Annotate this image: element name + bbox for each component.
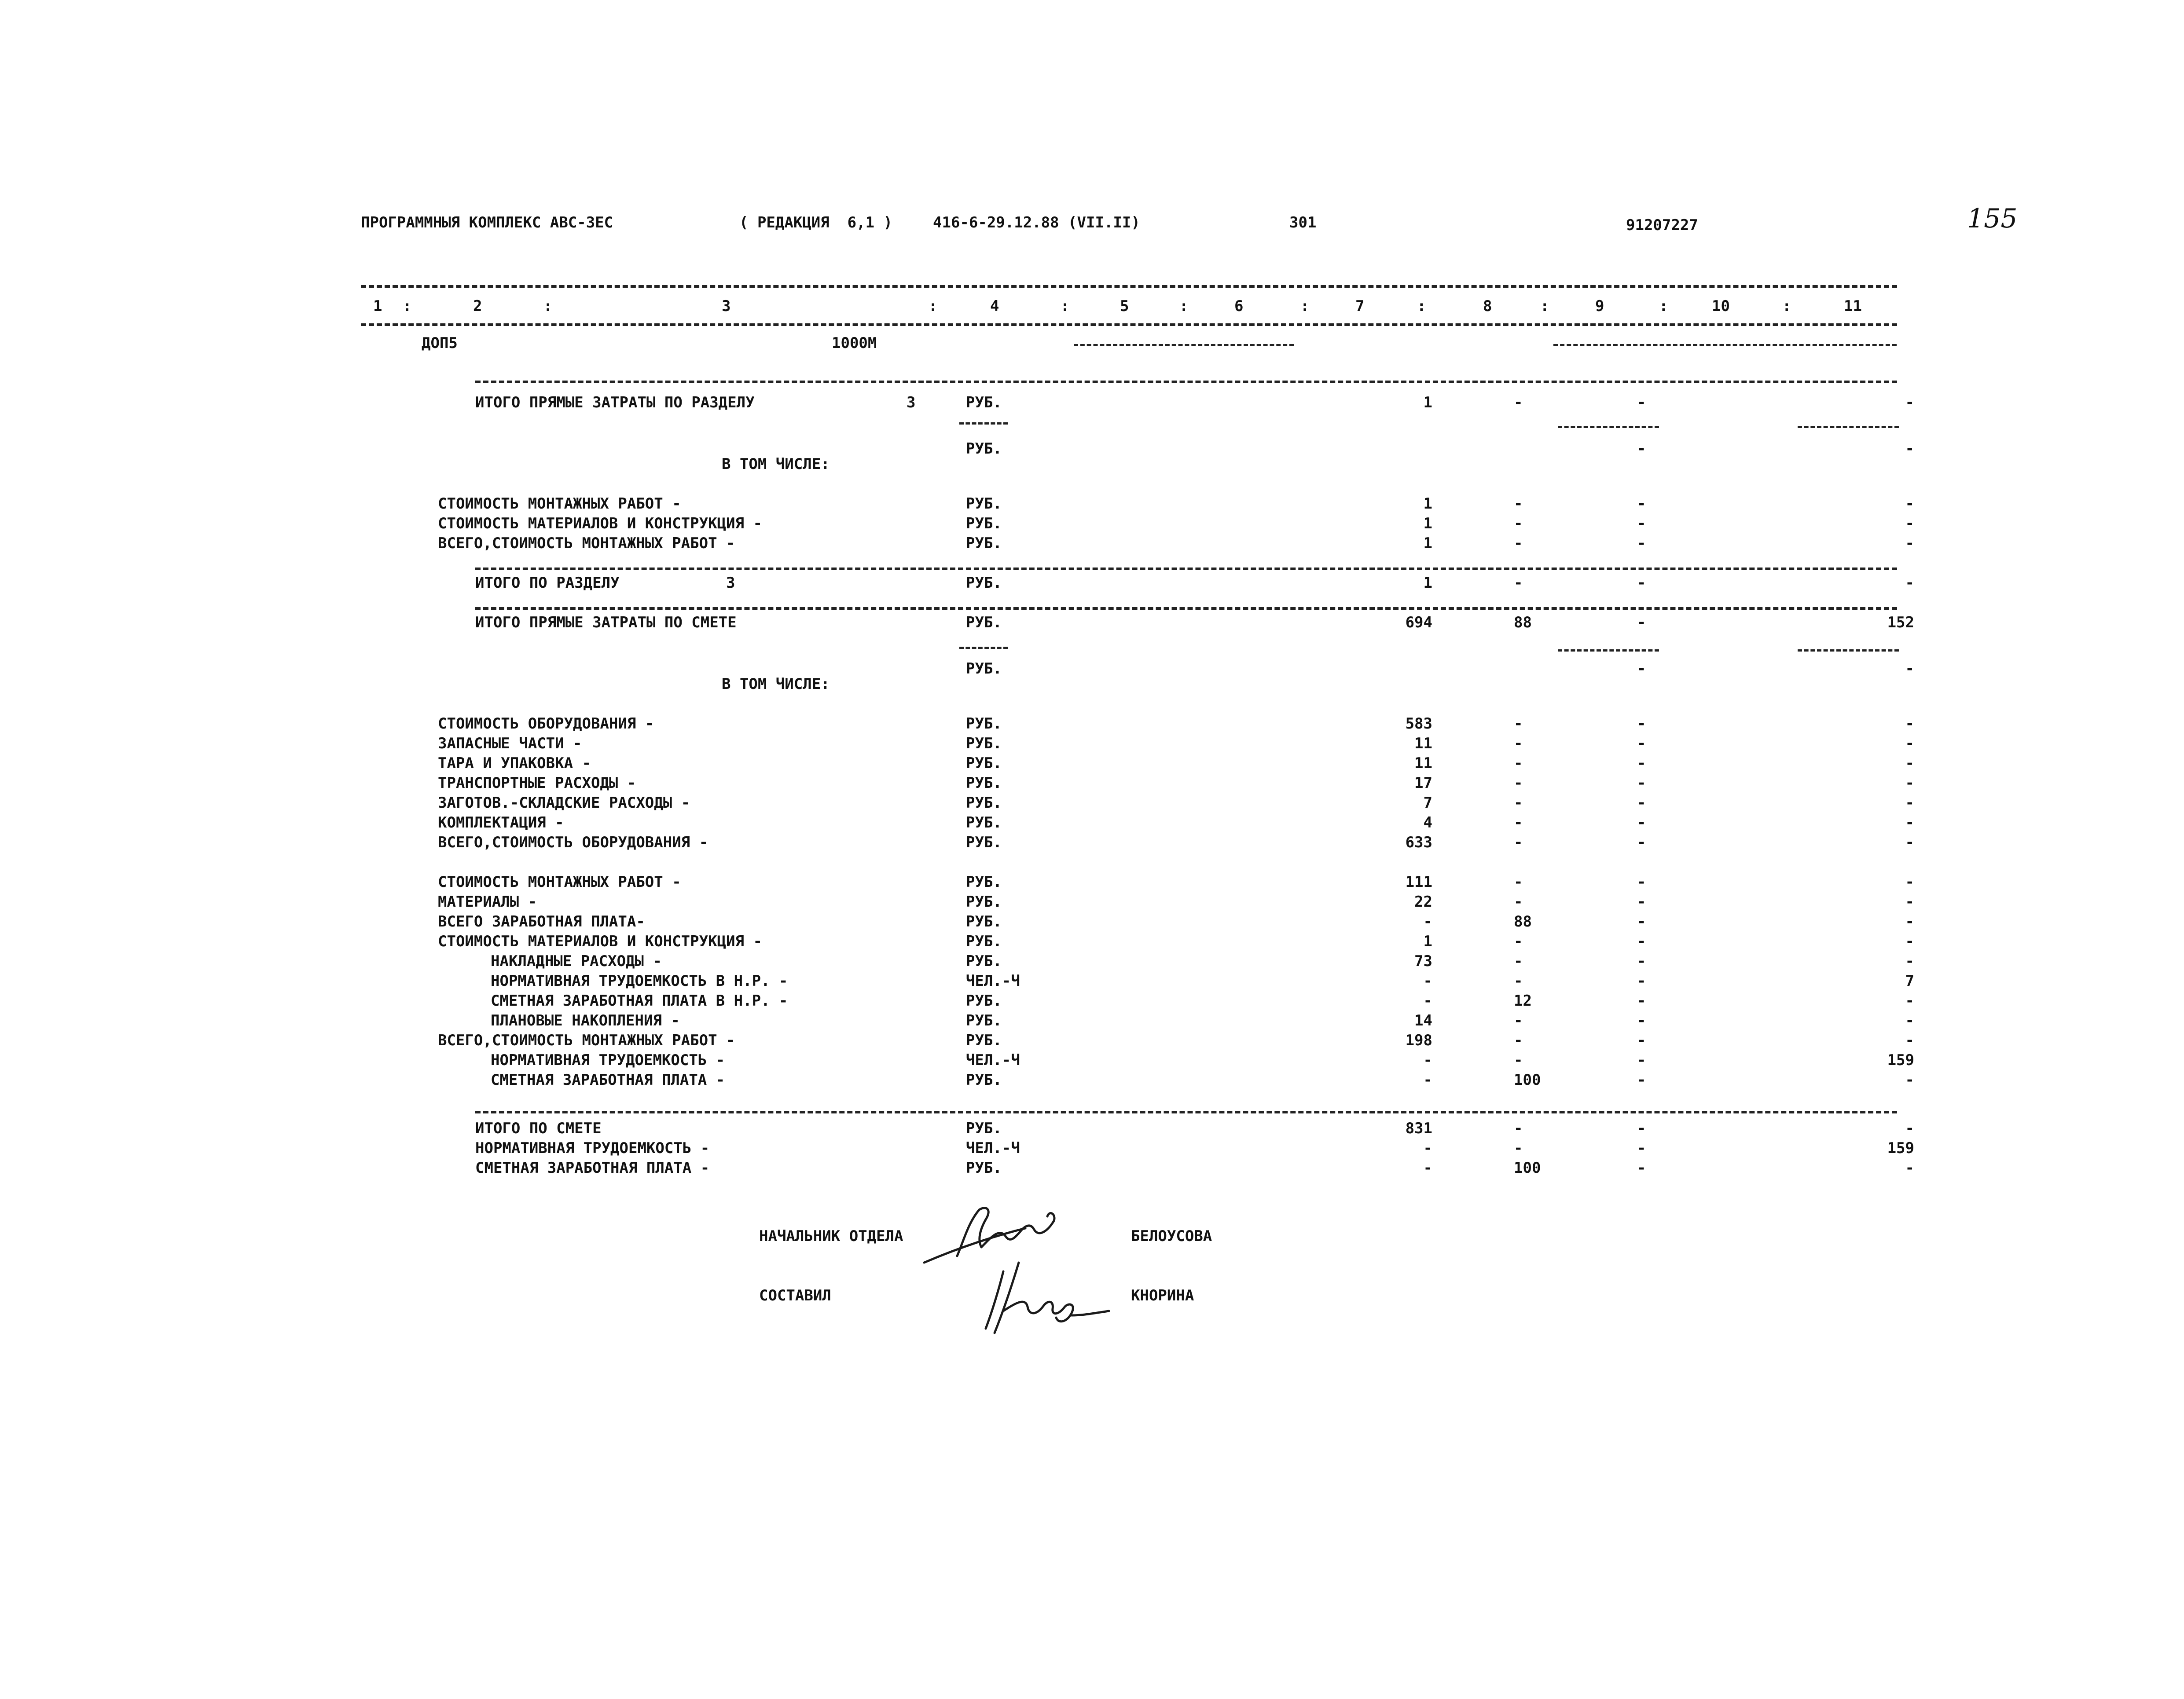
row-col9-value: - [1637, 1032, 1646, 1049]
row-col11-value: 159 [1887, 1051, 1914, 1069]
row-unit: РУБ. [966, 933, 1002, 950]
row-label: ВСЕГО ЗАРАБОТНАЯ ПЛАТА- [438, 913, 645, 930]
dop-label: ДОП5 [422, 334, 458, 352]
column-header-7: 7 [1355, 297, 1365, 315]
row-col11-value: - [1905, 715, 1914, 732]
row-label: СМЕТНАЯ ЗАРАБОТНАЯ ПЛАТА - [475, 1159, 710, 1177]
row-col7-value: 73 [1414, 952, 1432, 970]
column-header-5: 5 [1120, 297, 1129, 315]
column-header-10: 10 [1712, 297, 1730, 315]
row-col11-value: - [1905, 913, 1914, 930]
column-separator: : [1179, 297, 1189, 315]
row-col9-value: - [1637, 735, 1646, 752]
row-col11-value: - [1905, 1071, 1914, 1089]
column-header-2: 2 [473, 297, 482, 315]
row-col9-value: - [1637, 794, 1646, 812]
row-col7-value: - [1423, 1071, 1432, 1089]
author-name: КНОРИНА [1131, 1287, 1194, 1304]
row-col9-value: - [1637, 774, 1646, 792]
row-col8-value: - [1514, 1012, 1523, 1029]
row-col11-value: - [1905, 515, 1914, 532]
row-col7-value: 1 [1423, 394, 1432, 411]
row-col7-value: - [1423, 1159, 1432, 1177]
row-col7-value: 11 [1414, 735, 1432, 752]
row-col9-value: - [1637, 1051, 1646, 1069]
row-label: ВСЕГО,СТОИМОСТЬ МОНТАЖНЫХ РАБОТ - [438, 1032, 735, 1049]
row-col8-value: - [1514, 972, 1523, 990]
row-label: НОРМАТИВНАЯ ТРУДОЕМКОСТЬ - [491, 1051, 725, 1069]
subtotal-dash-c11-1 [1798, 426, 1899, 428]
row-unit: РУБ. [966, 440, 1002, 458]
row-col8-value: - [1514, 715, 1523, 732]
row-col9-value: - [1637, 913, 1646, 930]
row-col8-value: - [1514, 394, 1523, 411]
row-col11-value: - [1905, 794, 1914, 812]
column-separator: : [543, 297, 553, 315]
row-col11-value: 7 [1905, 972, 1914, 990]
row-col8-value: - [1514, 754, 1523, 772]
program-title: ПРОГРАММНЫЯ КОМПЛЕКС АВС-ЗЕС [361, 214, 613, 231]
row-col11-value: - [1905, 495, 1914, 513]
row-unit: РУБ. [966, 774, 1002, 792]
row-col11-value: - [1905, 660, 1914, 677]
row-col7-value: 4 [1423, 814, 1432, 831]
row-col7-value: 1 [1423, 535, 1432, 552]
row-label: ИТОГО ПО РАЗДЕЛУ [475, 574, 620, 592]
row-col9-value: - [1637, 992, 1646, 1010]
row-col9-value: - [1637, 660, 1646, 677]
row-label: СТОИМОСТЬ МАТЕРИАЛОВ И КОНСТРУКЦИЯ - [438, 933, 762, 950]
row-label: ТРАНСПОРТНЫЕ РАСХОДЫ - [438, 774, 636, 792]
row-col7-value: 1 [1423, 933, 1432, 950]
row-col9-value: - [1637, 574, 1646, 592]
author-signature [977, 1254, 1122, 1342]
row-unit: РУБ. [966, 495, 1002, 513]
row-col8-value: - [1514, 535, 1523, 552]
row-unit: РУБ. [966, 834, 1002, 851]
author-title: СОСТАВИЛ [759, 1287, 831, 1304]
row-col11-value: - [1905, 774, 1914, 792]
row-col9-value: - [1637, 515, 1646, 532]
row-col7-value: 1 [1423, 495, 1432, 513]
document-number: 91207227 [1626, 216, 1698, 234]
row-unit: РУБ. [966, 992, 1002, 1010]
column-header-4: 4 [990, 297, 999, 315]
row-col9-value: - [1637, 614, 1646, 631]
column-header-1: 1 [373, 297, 382, 315]
header-rule-top [361, 285, 1897, 288]
row-col8-value: 88 [1514, 614, 1532, 631]
row-col8-value: - [1514, 933, 1523, 950]
row-col11-value: - [1905, 394, 1914, 411]
row-col7-value: 1 [1423, 574, 1432, 592]
row-col7-value: 831 [1405, 1120, 1432, 1137]
row-col9-value: - [1637, 440, 1646, 458]
row-col11-value: 159 [1887, 1139, 1914, 1157]
column-separator: : [1061, 297, 1070, 315]
row-label: ИТОГО ПО СМЕТЕ [475, 1120, 602, 1137]
row-col9-value: - [1637, 873, 1646, 891]
row-col9-value: - [1637, 1012, 1646, 1029]
column-separator: : [1300, 297, 1310, 315]
row-col8-value: - [1514, 1032, 1523, 1049]
row-col8-value: - [1514, 735, 1523, 752]
row-label: ИТОГО ПРЯМЫЕ ЗАТРАТЫ ПО СМЕТЕ [475, 614, 737, 631]
row-col8-value: - [1514, 873, 1523, 891]
row-col7-value: 111 [1405, 873, 1432, 891]
row-col9-value: - [1637, 972, 1646, 990]
section-rule-1 [475, 381, 1897, 383]
row-col7-value: - [1423, 1139, 1432, 1157]
row-section-number: 3 [726, 574, 735, 592]
row-col11-value: - [1905, 1159, 1914, 1177]
row-col11-value: - [1905, 754, 1914, 772]
column-header-11: 11 [1844, 297, 1862, 315]
row-col11-value: - [1905, 440, 1914, 458]
row-col8-value: - [1514, 1139, 1523, 1157]
row-section-number: 3 [907, 394, 916, 411]
row-col11-value: - [1905, 952, 1914, 970]
row-col7-value: - [1423, 1051, 1432, 1069]
row-unit: РУБ. [966, 873, 1002, 891]
row-col9-value: - [1637, 952, 1646, 970]
row-col8-value: - [1514, 1051, 1523, 1069]
column-separator: : [1659, 297, 1668, 315]
row-col7-value: - [1423, 913, 1432, 930]
row-col7-value: 7 [1423, 794, 1432, 812]
row-col8-value: - [1514, 495, 1523, 513]
row-col8-value: - [1514, 814, 1523, 831]
row-label: В ТОМ ЧИСЛЕ: [722, 675, 830, 693]
row-unit: РУБ. [966, 794, 1002, 812]
subtotal-dash-c9-2 [1558, 649, 1659, 652]
column-separator: : [1417, 297, 1426, 315]
row-col8-value: 88 [1514, 913, 1532, 930]
row-label: СТОИМОСТЬ МАТЕРИАЛОВ И КОНСТРУКЦИЯ - [438, 515, 762, 532]
row-unit: РУБ. [966, 1120, 1002, 1137]
row-col8-value: - [1514, 774, 1523, 792]
row-label: В ТОМ ЧИСЛЕ: [722, 455, 830, 473]
row-unit: РУБ. [966, 394, 1002, 411]
row-label: СТОИМОСТЬ ОБОРУДОВАНИЯ - [438, 715, 654, 732]
column-separator: : [1540, 297, 1549, 315]
row-unit: РУБ. [966, 814, 1002, 831]
row-label: МАТЕРИАЛЫ - [438, 893, 537, 911]
row-unit: РУБ. [966, 660, 1002, 677]
page-number: 155 [1967, 203, 2018, 234]
head-title: НАЧАЛЬНИК ОТДЕЛА [759, 1227, 903, 1245]
row-col9-value: - [1637, 814, 1646, 831]
row-col11-value: 152 [1887, 614, 1914, 631]
row-col11-value: - [1905, 834, 1914, 851]
row-unit: РУБ. [966, 535, 1002, 552]
row-col9-value: - [1637, 535, 1646, 552]
edition-date: 416-6-29.12.88 (VII.II) [933, 214, 1140, 231]
row-label: ПЛАНОВЫЕ НАКОПЛЕНИЯ - [491, 1012, 680, 1029]
row-unit: РУБ. [966, 754, 1002, 772]
section-rule-2 [475, 568, 1897, 570]
edition-label: ( РЕДАКЦИЯ 6,1 ) [739, 214, 892, 231]
row-label: СМЕТНАЯ ЗАРАБОТНАЯ ПЛАТА В Н.Р. - [491, 992, 788, 1010]
row-label: КОМПЛЕКТАЦИЯ - [438, 814, 564, 831]
row-col7-value: 1 [1423, 515, 1432, 532]
header-rule-bottom [361, 323, 1897, 326]
section-rule-4 [475, 1111, 1897, 1113]
row-col7-value: 17 [1414, 774, 1432, 792]
row-label: ЗАПАСНЫЕ ЧАСТИ - [438, 735, 582, 752]
row-col9-value: - [1637, 933, 1646, 950]
row-label: НОРМАТИВНАЯ ТРУДОЕМКОСТЬ В Н.Р. - [491, 972, 788, 990]
row-unit: РУБ. [966, 735, 1002, 752]
row-col7-value: 198 [1405, 1032, 1432, 1049]
row-unit: РУБ. [966, 1012, 1002, 1029]
row-col7-value: 694 [1405, 614, 1432, 631]
column-header-8: 8 [1483, 297, 1492, 315]
row-col9-value: - [1637, 715, 1646, 732]
row-unit: РУБ. [966, 715, 1002, 732]
column-header-3: 3 [722, 297, 731, 315]
row-unit: ЧЕЛ.-Ч [966, 1139, 1020, 1157]
row-col8-value: 100 [1514, 1159, 1541, 1177]
row-label: НАКЛАДНЫЕ РАСХОДЫ - [491, 952, 662, 970]
row-unit: РУБ. [966, 1032, 1002, 1049]
row-label: ИТОГО ПРЯМЫЕ ЗАТРАТЫ ПО РАЗДЕЛУ [475, 394, 755, 411]
row-col8-value: 12 [1514, 992, 1532, 1010]
row-unit: РУБ. [966, 913, 1002, 930]
subtotal-dash-c11-2 [1798, 649, 1899, 652]
row-col7-value: 22 [1414, 893, 1432, 911]
row-label: НОРМАТИВНАЯ ТРУДОЕМКОСТЬ - [475, 1139, 710, 1157]
row-unit: РУБ. [966, 515, 1002, 532]
row-col11-value: - [1905, 933, 1914, 950]
section-rule-3 [475, 607, 1897, 610]
row-col8-value: - [1514, 574, 1523, 592]
row-unit: РУБ. [966, 614, 1002, 631]
row-col8-value: - [1514, 515, 1523, 532]
row-col9-value: - [1637, 1071, 1646, 1089]
dop-value: 1000М [832, 334, 877, 352]
row-unit: РУБ. [966, 1159, 1002, 1177]
column-separator: : [929, 297, 938, 315]
row-col11-value: - [1905, 1012, 1914, 1029]
row-col9-value: - [1637, 754, 1646, 772]
row-label: СМЕТНАЯ ЗАРАБОТНАЯ ПЛАТА - [491, 1071, 725, 1089]
row-unit: РУБ. [966, 893, 1002, 911]
row-col11-value: - [1905, 1032, 1914, 1049]
row-col7-value: 633 [1405, 834, 1432, 851]
head-name: БЕЛОУСОВА [1131, 1227, 1212, 1245]
row-label: СТОИМОСТЬ МОНТАЖНЫХ РАБОТ - [438, 495, 681, 513]
row-col8-value: 100 [1514, 1071, 1541, 1089]
row-col9-value: - [1637, 495, 1646, 513]
row-col11-value: - [1905, 535, 1914, 552]
row-col11-value: - [1905, 735, 1914, 752]
row-unit: РУБ. [966, 574, 1002, 592]
row-col9-value: - [1637, 893, 1646, 911]
row-col9-value: - [1637, 1139, 1646, 1157]
row-col11-value: - [1905, 574, 1914, 592]
row-col11-value: - [1905, 893, 1914, 911]
row-label: ВСЕГО,СТОИМОСТЬ МОНТАЖНЫХ РАБОТ - [438, 535, 735, 552]
row-unit: РУБ. [966, 1071, 1002, 1089]
column-separator: : [1782, 297, 1791, 315]
subtotal-dash-c9-1 [1558, 426, 1659, 428]
row-label: ВСЕГО,СТОИМОСТЬ ОБОРУДОВАНИЯ - [438, 834, 708, 851]
column-header-6: 6 [1234, 297, 1244, 315]
row-label: СТОИМОСТЬ МОНТАЖНЫХ РАБОТ - [438, 873, 681, 891]
row-col9-value: - [1637, 1120, 1646, 1137]
row-col7-value: - [1423, 992, 1432, 1010]
dop-dashes-right [1553, 344, 1897, 346]
subtotal-dash-unit-1 [959, 422, 1008, 425]
column-header-9: 9 [1595, 297, 1604, 315]
row-unit: РУБ. [966, 952, 1002, 970]
column-separator: : [403, 297, 412, 315]
row-col8-value: - [1514, 834, 1523, 851]
row-col8-value: - [1514, 1120, 1523, 1137]
row-col8-value: - [1514, 893, 1523, 911]
row-col11-value: - [1905, 873, 1914, 891]
row-col7-value: - [1423, 972, 1432, 990]
row-col7-value: 11 [1414, 754, 1432, 772]
dop-dashes-left [1074, 344, 1294, 346]
row-col11-value: - [1905, 1120, 1914, 1137]
row-label: ТАРА И УПАКОВКА - [438, 754, 591, 772]
row-col9-value: - [1637, 1159, 1646, 1177]
row-col8-value: - [1514, 952, 1523, 970]
row-col9-value: - [1637, 394, 1646, 411]
row-col11-value: - [1905, 992, 1914, 1010]
row-unit: ЧЕЛ.-Ч [966, 1051, 1020, 1069]
page-code: 301 [1289, 214, 1317, 231]
row-col9-value: - [1637, 834, 1646, 851]
row-label: ЗАГОТОВ.-СКЛАДСКИЕ РАСХОДЫ - [438, 794, 690, 812]
row-col7-value: 583 [1405, 715, 1432, 732]
subtotal-dash-unit-2 [959, 647, 1008, 649]
row-unit: ЧЕЛ.-Ч [966, 972, 1020, 990]
row-col7-value: 14 [1414, 1012, 1432, 1029]
row-col8-value: - [1514, 794, 1523, 812]
row-col11-value: - [1905, 814, 1914, 831]
